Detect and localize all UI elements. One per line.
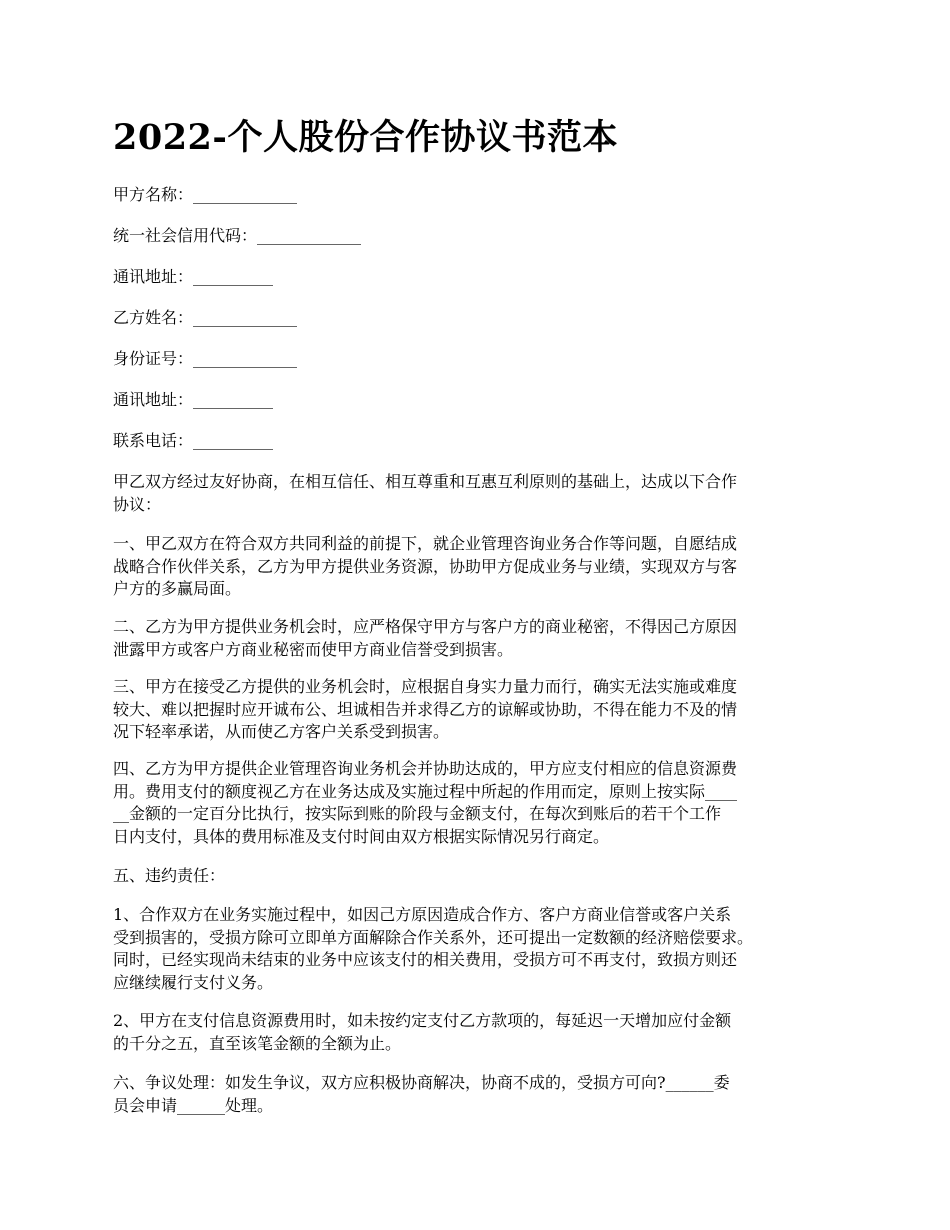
text-line: 用。费用支付的额度视乙方在业务达成及实施过程中所起的作用而定，原则上按实际____ <box>113 781 738 801</box>
document-title: 2022-个人股份合作协议书范本 <box>113 117 618 158</box>
field-credit-code: 统一社会信用代码：_____________ <box>113 226 362 245</box>
paragraph-clause-5-heading <box>113 865 853 888</box>
text-line: 五、违约责任： <box>113 866 226 885</box>
field-phone: 联系电话：__________ <box>113 431 274 450</box>
text-line: 甲乙双方经过友好协商，在相互信任、相互尊重和互惠互利原则的基础上，达成以下合作 <box>113 472 738 491</box>
text-line: 2、甲方在支付信息资源费用时，如未按约定支付乙方款项的，每延迟一天增加应付金额 <box>113 1011 732 1030</box>
field-party-a-address: 通讯地址：__________ <box>113 267 274 286</box>
paragraph-clause-2 <box>113 616 853 661</box>
paragraph-clause-5-1 <box>113 904 853 994</box>
text-line: 同时，已经实现尚未结束的业务中应该支付的相关费用，受损方可不再支付，致损方则还 <box>113 950 738 969</box>
field-party-b-address: 通讯地址：__________ <box>113 390 274 409</box>
text-line: 日内支付，具体的费用标准及支付时间由双方根据实际情况另行商定。 <box>113 826 610 846</box>
text-line: 四、乙方为甲方提供企业管理咨询业务机会并协助达成的，甲方应支付相应的信息资源费 <box>113 759 738 778</box>
text-line: 协议： <box>113 494 162 514</box>
text-line: __金额的一定百分比执行，按实际到账的阶段与金额支付，在每次到账后的若干个工作 <box>113 804 722 823</box>
text-line: 泄露甲方或客户方商业秘密而使甲方商业信誉受到损害。 <box>113 639 514 659</box>
text-line: 应继续履行支付义务。 <box>113 972 274 992</box>
field-id-number: 身份证号：_____________ <box>113 349 298 368</box>
text-line: 员会申请______处理。 <box>113 1095 274 1115</box>
text-line: 1、合作双方在业务实施过程中，如因己方原因造成合作方、客户方商业信誉或客户关系 <box>113 905 732 924</box>
field-party-a-name: 甲方名称：_____________ <box>113 185 298 204</box>
paragraph-clause-6 <box>113 1072 853 1117</box>
text-line: 六、争议处理：如发生争议，双方应积极协商解决，协商不成的，受损方可向?______委 <box>113 1073 730 1092</box>
paragraph-preamble <box>113 471 853 516</box>
paragraph-clause-3 <box>113 676 853 744</box>
text-line: 受到损害的，受损方除可立即单方面解除合作关系外，还可提出一定数额的经济赔偿要求。 <box>113 927 754 947</box>
field-party-b-name: 乙方姓名：_____________ <box>113 308 298 327</box>
text-line: 户方的多赢局面。 <box>113 579 242 598</box>
paragraph-clause-5-2 <box>113 1010 853 1055</box>
text-line: 战略合作伙伴关系，乙方为甲方提供业务资源，协助甲方促成业务与业绩，实现双方与客 <box>113 556 738 576</box>
text-line: 一、甲乙双方在符合双方共同利益的前提下，就企业管理咨询业务合作等问题，自愿结成 <box>113 534 738 553</box>
text-line: 二、乙方为甲方提供业务机会时，应严格保守甲方与客户方的商业秘密，不得因己方原因 <box>113 617 738 636</box>
text-line: 的千分之五，直至该笔金额的全额为止。 <box>113 1033 402 1053</box>
paragraph-clause-1 <box>113 533 853 601</box>
text-line: 三、甲方在接受乙方提供的业务机会时，应根据自身实力量力而行，确实无法实施或难度 <box>113 677 738 696</box>
text-line: 况下轻率承诺，从而使乙方客户关系受到损害。 <box>113 722 450 741</box>
paragraph-clause-4 <box>113 758 853 848</box>
text-line: 较大、难以把握时应开诚布公、坦诚相告并求得乙方的谅解或协助，不得在能力不及的情 <box>113 699 738 719</box>
